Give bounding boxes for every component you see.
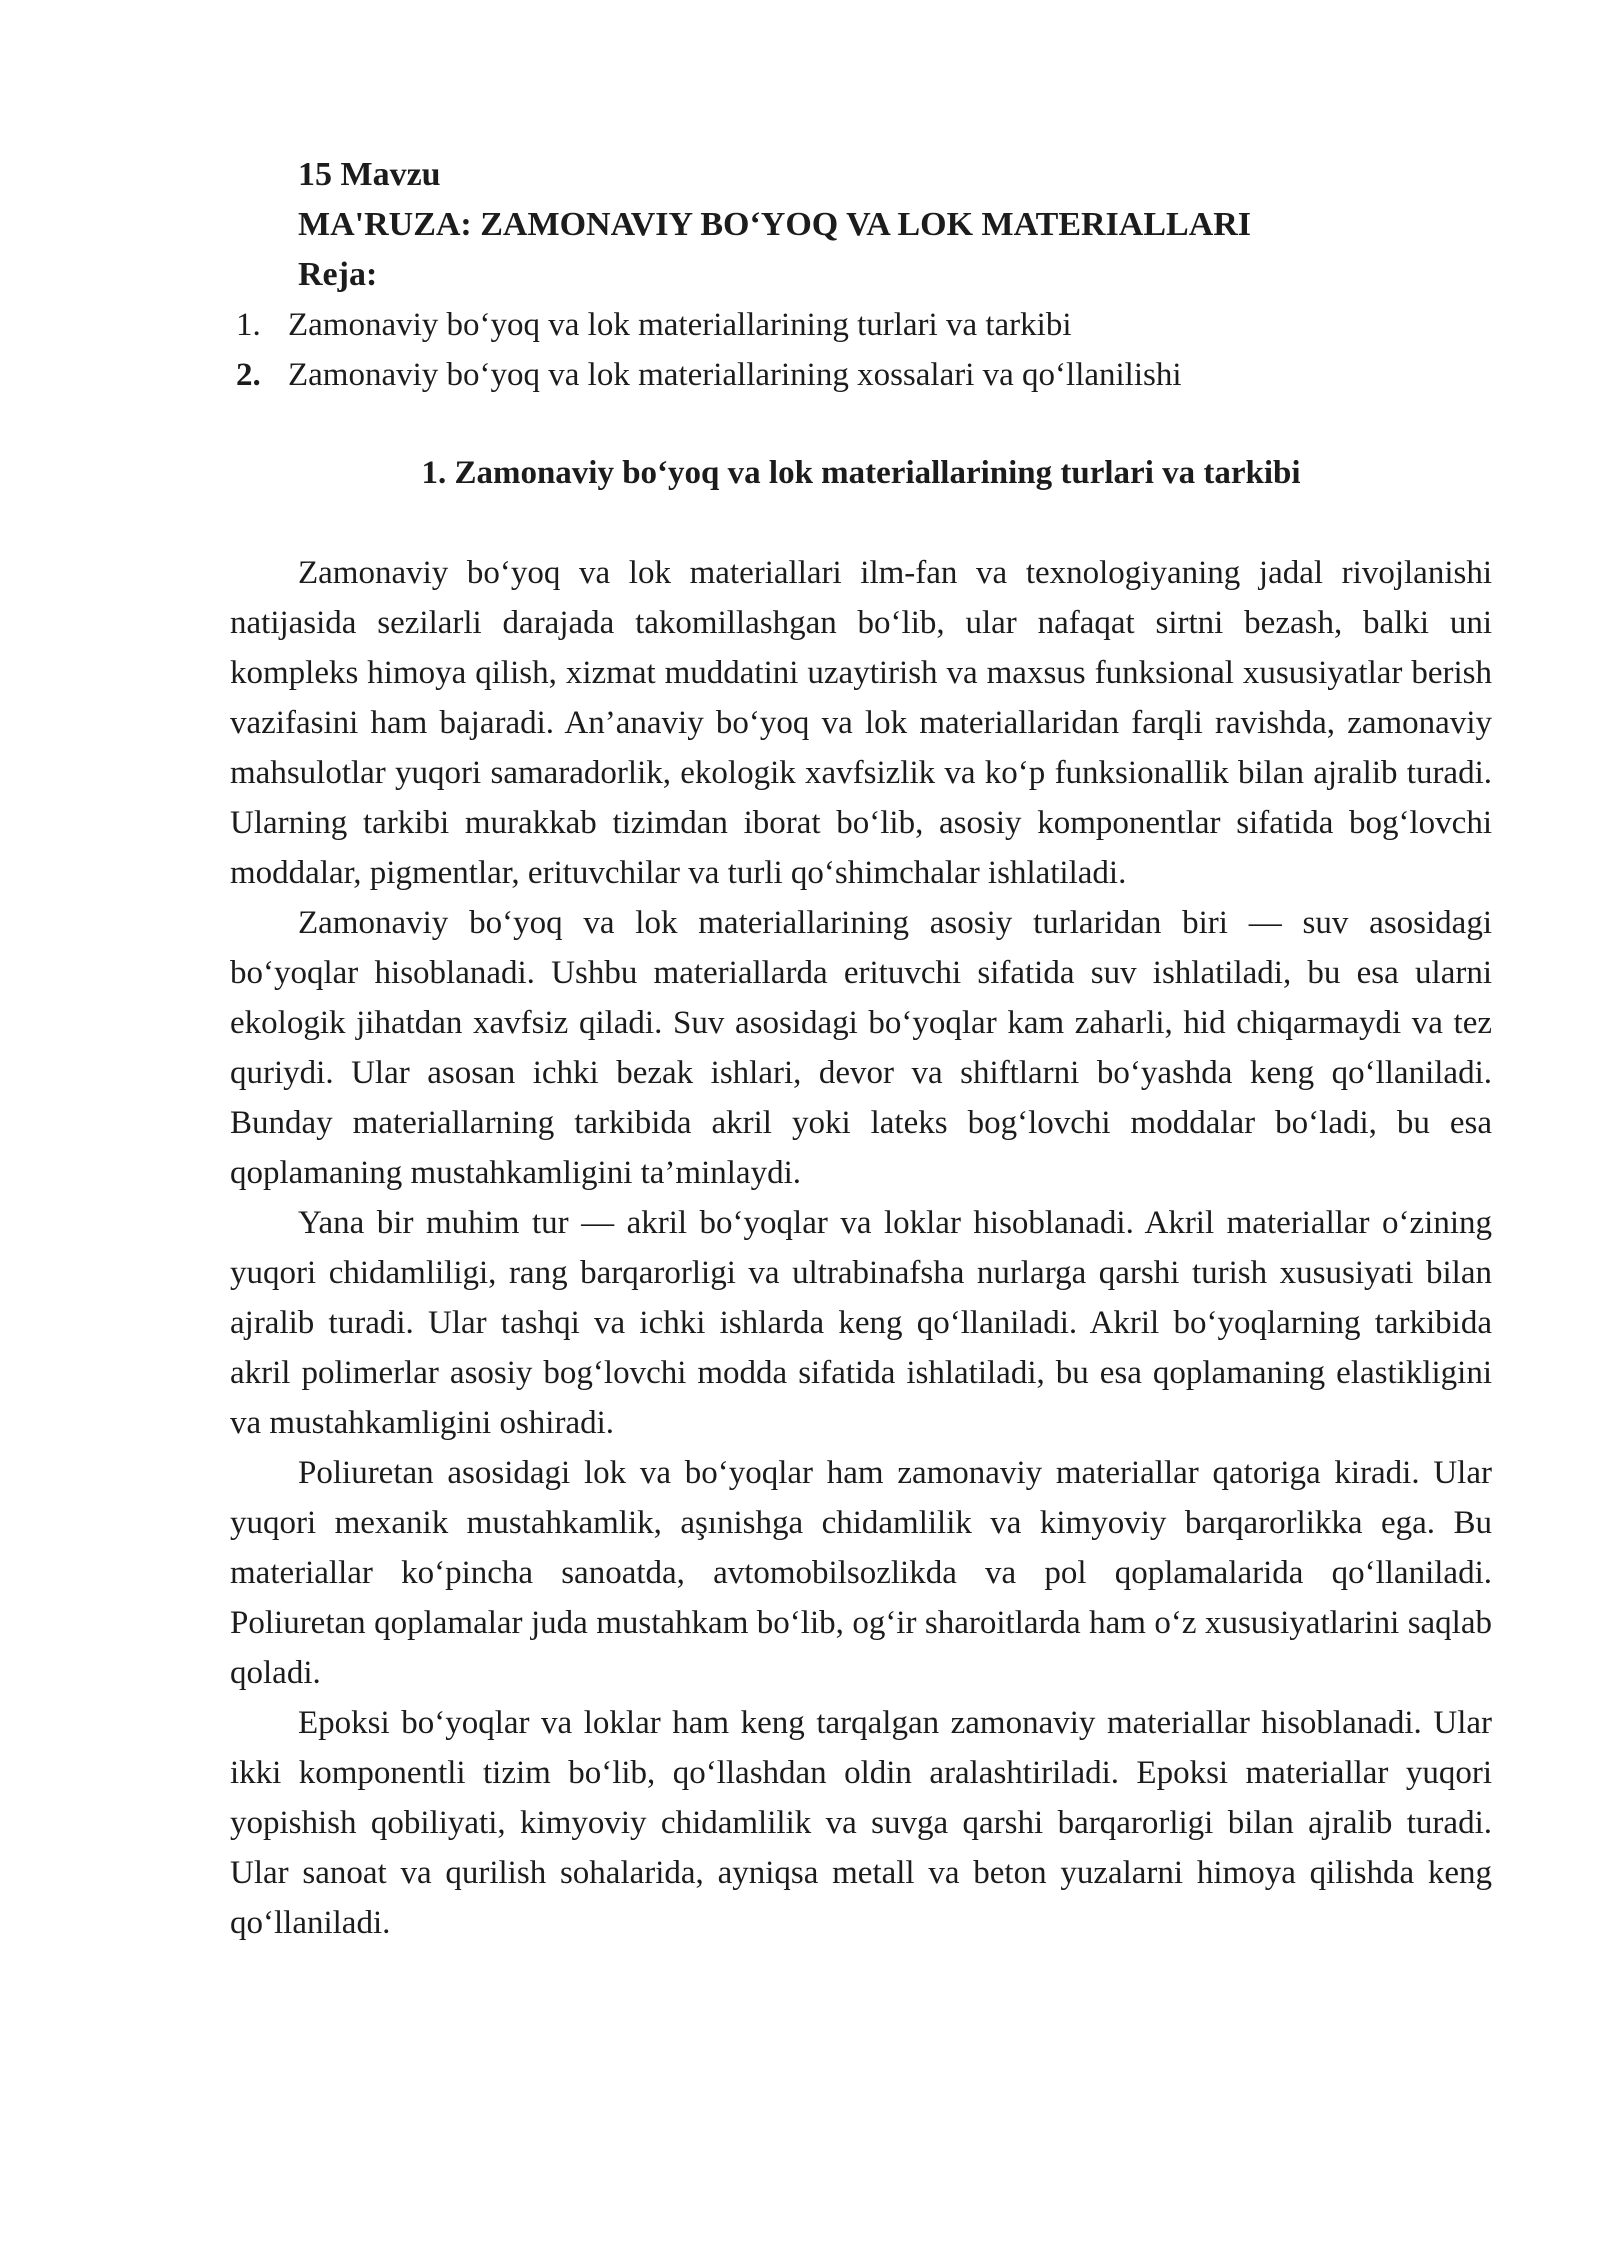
paragraph: Epoksi bo‘yoqlar va loklar ham keng tarqalgan zamonaviy materiallar hisoblanadi. Ular ikki komponentli tizim bo‘lib, qo‘llashdan oldin aralashtiriladi. Epoksi materiallar yuqori yopishish qobiliyati, kimyoviy chidamlilik va suvga qarshi barqarorligi bilan ajralib turadi. Ular sanoat va qurilish sohalarida, ayniqsa metall va beton yuzalarni himoya qilishda keng qo‘llaniladi. [230, 1705, 1492, 1941]
paragraph: Yana bir muhim tur — akril bo‘yoqlar va loklar hisoblanadi. Akril materiallar o‘zining yuqori chidamliligi, rang barqarorligi va ultrabinafsha nurlarga qarshi turish xususiyati bilan ajralib turadi. Ular tashqi va ichki ishlarda keng qo‘llaniladi. Akril bo‘yoqlarning tarkibida akril polimerlar asosiy bog‘lovchi modda sifatida ishlatiladi, bu esa qoplamaning elastikligini va mustahkamligini oshiradi. [230, 1205, 1492, 1441]
paragraph: Zamonaviy bo‘yoq va lok materiallarining asosiy turlaridan biri — suv asosidagi bo‘yoqlar hisoblanadi. Ushbu materiallarda erituvchi sifatida suv ishlatiladi, bu esa ularni ekologik jihatdan xavfsiz qiladi. Suv asosidagi bo‘yoqlar kam zaharli, hid chiqarmaydi va tez quriydi. Ular asosan ichki bezak ishlari, devor va shiftlarni bo‘yashda keng qo‘llaniladi. Bunday materiallarning tarkibida akril yoki lateks bog‘lovchi moddalar bo‘ladi, bu esa qoplamaning mustahkamligini ta’minlaydi. [230, 905, 1492, 1191]
plan-label: Reja: [298, 256, 378, 293]
plan-item-number: 2. [236, 357, 261, 393]
plan-item-text: Zamonaviy bo‘yoq va lok materiallarining xossalari va qo‘llanilishi [288, 357, 1182, 393]
plan-item [236, 350, 1436, 400]
topic-number: 15 Mavzu [298, 156, 441, 193]
paragraph: Poliuretan asosidagi lok va bo‘yoqlar ham zamonaviy materiallar qatoriga kiradi. Ular yuqori mexanik mustahkamlik, aşınishga chidamlilik va kimyoviy barqarorlikka ega. Bu materiallar ko‘pincha sanoatda, avtomobilsozlikda va pol qoplamalarida qo‘llaniladi. Poliuretan qoplamalar juda mustahkam bo‘lib, og‘ir sharoitlarda ham o‘z xususiyatlarini saqlab qoladi. [230, 1455, 1492, 1691]
plan-list [236, 300, 1436, 400]
plan-item [236, 300, 1436, 350]
lecture-title: MA'RUZA: ZAMONAVIY BO‘YOQ VA LOK MATERIALLARI [298, 206, 1252, 243]
plan-item-number: 1. [236, 307, 261, 343]
lecture-header [298, 150, 1498, 300]
body-text [230, 548, 1492, 1948]
plan-item-text: Zamonaviy bo‘yoq va lok materiallarining turlari va tarkibi [288, 307, 1072, 343]
section-heading: 1. Zamonaviy bo‘yoq va lok materiallarining turlari va tarkibi [421, 455, 1301, 491]
paragraph: Zamonaviy bo‘yoq va lok materiallari ilm-fan va texnologiyaning jadal rivojlanishi natijasida sezilarli darajada takomillashgan bo‘lib, ular nafaqat sirtni bezash, balki uni kompleks himoya qilish, xizmat muddatini uzaytirish va maxsus funksional xususiyatlar berish vazifasini ham bajaradi. An’anaviy bo‘yoq va lok materiallaridan farqli ravishda, zamonaviy mahsulotlar yuqori samaradorlik, ekologik xavfsizlik va ko‘p funksionallik bilan ajralib turadi. Ularning tarkibi murakkab tizimdan iborat bo‘lib, asosiy komponentlar sifatida bog‘lovchi moddalar, pigmentlar, erituvchilar va turli qo‘shimchalar ishlatiladi. [230, 555, 1492, 891]
